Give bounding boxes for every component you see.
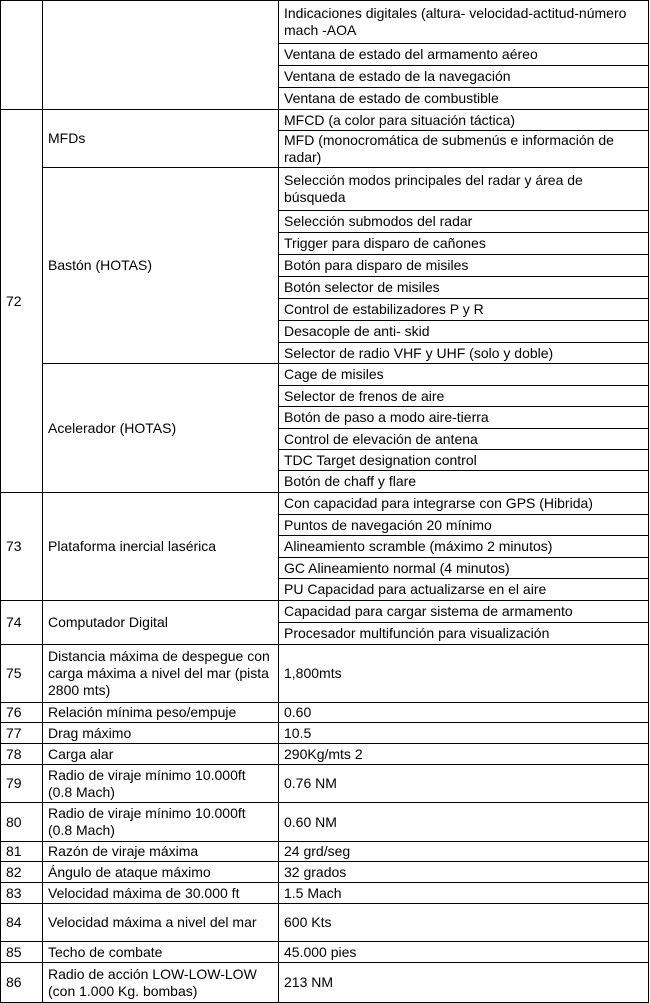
table-row: [1, 942, 649, 963]
value-cell: 0.60: [279, 703, 649, 723]
item-name-cell: Bastón (HOTAS): [43, 168, 279, 364]
spec-cell: Botón de chaff y flare: [279, 471, 649, 493]
item-number-cell: 85: [1, 942, 43, 963]
item-number-cell: 82: [1, 862, 43, 883]
item-name-cell: Acelerador (HOTAS): [43, 364, 279, 493]
table-row: [1, 364, 649, 386]
item-name-cell: [43, 1, 279, 110]
spec-cell: Trigger para disparo de cañones: [279, 233, 649, 255]
spec-cell: Con capacidad para integrarse con GPS (Hibrida): [279, 493, 649, 515]
item-number-cell: 72: [1, 110, 43, 493]
spec-cell: Control de estabilizadores P y R: [279, 299, 649, 321]
item-number-cell: [1, 1, 43, 110]
value-cell: 45.000 pies: [279, 942, 649, 963]
item-name-cell: Techo de combate: [43, 942, 279, 963]
spec-cell: MFCD (a color para situación táctica): [279, 110, 649, 131]
spec-cell: MFD (monocromática de submenús e información de radar): [279, 131, 649, 168]
value-cell: 32 grados: [279, 862, 649, 883]
table-row: [1, 493, 649, 515]
table-row: [1, 601, 649, 623]
table-row: [1, 168, 649, 211]
item-name-cell: Distancia máxima de despegue con carga máxima a nivel del mar (pista 2800 mts): [43, 645, 279, 703]
spec-cell: Selector de radio VHF y UHF (solo y doble): [279, 343, 649, 364]
spec-cell: Procesador multifunción para visualización: [279, 623, 649, 645]
value-cell: 290Kg/mts 2: [279, 744, 649, 765]
item-name-cell: Ángulo de ataque máximo: [43, 862, 279, 883]
table-row: [1, 904, 649, 942]
table-row: [1, 703, 649, 723]
item-number-cell: 84: [1, 904, 43, 942]
table-row: [1, 803, 649, 842]
spec-cell: Cage de misiles: [279, 364, 649, 386]
item-name-cell: Radio de acción LOW-LOW-LOW (con 1.000 Kg. bombas): [43, 963, 279, 1003]
item-number-cell: 77: [1, 723, 43, 744]
spec-cell: Puntos de navegación 20 mínimo: [279, 515, 649, 536]
table-row: [1, 842, 649, 862]
item-number-cell: 79: [1, 765, 43, 803]
spec-cell: Botón de paso a modo aire-tierra: [279, 407, 649, 429]
item-name-cell: Plataforma inercial lasérica: [43, 493, 279, 601]
table-row: [1, 1, 649, 44]
value-cell: 213 NM: [279, 963, 649, 1003]
table-row: [1, 723, 649, 744]
item-name-cell: Relación mínima peso/empuje: [43, 703, 279, 723]
spec-cell: GC Alineamiento normal (4 minutos): [279, 558, 649, 579]
value-cell: 24 grd/seg: [279, 842, 649, 862]
item-number-cell: 75: [1, 645, 43, 703]
spec-cell: Selección submodos del radar: [279, 211, 649, 233]
item-number-cell: 86: [1, 963, 43, 1003]
item-name-cell: Radio de viraje mínimo 10.000ft (0.8 Mach): [43, 765, 279, 803]
table-row: [1, 110, 649, 131]
table-row: [1, 963, 649, 1003]
item-number-cell: 78: [1, 744, 43, 765]
spec-cell: Control de elevación de antena: [279, 429, 649, 450]
spec-cell: Selección modos principales del radar y área de búsqueda: [279, 168, 649, 211]
item-number-cell: 80: [1, 803, 43, 842]
item-name-cell: Radio de viraje mínimo 10.000ft (0.8 Mach): [43, 803, 279, 842]
spec-cell: Ventana de estado de la navegación: [279, 66, 649, 88]
item-number-cell: 76: [1, 703, 43, 723]
spec-cell: Ventana de estado de combustible: [279, 88, 649, 110]
spec-cell: Desacople de anti- skid: [279, 321, 649, 343]
spec-cell: Selector de frenos de aire: [279, 386, 649, 407]
value-cell: 10.5: [279, 723, 649, 744]
table-row: [1, 765, 649, 803]
item-name-cell: Computador Digital: [43, 601, 279, 645]
spec-cell: Capacidad para cargar sistema de armamento: [279, 601, 649, 623]
item-number-cell: 73: [1, 493, 43, 601]
item-name-cell: Velocidad máxima de 30.000 ft: [43, 883, 279, 904]
table-row: [1, 645, 649, 703]
item-number-cell: 83: [1, 883, 43, 904]
spec-cell: TDC Target designation control: [279, 450, 649, 471]
value-cell: 1.5 Mach: [279, 883, 649, 904]
item-name-cell: Carga alar: [43, 744, 279, 765]
spec-cell: Alineamiento scramble (máximo 2 minutos): [279, 536, 649, 558]
table-row: [1, 744, 649, 765]
item-name-cell: Drag máximo: [43, 723, 279, 744]
value-cell: 600 Kts: [279, 904, 649, 942]
item-number-cell: 81: [1, 842, 43, 862]
spec-cell: Ventana de estado del armamento aéreo: [279, 44, 649, 66]
spec-cell: PU Capacidad para actualizarse en el aire: [279, 579, 649, 601]
item-name-cell: Velocidad máxima a nivel del mar: [43, 904, 279, 942]
value-cell: 1,800mts: [279, 645, 649, 703]
item-name-cell: Razón de viraje máxima: [43, 842, 279, 862]
item-name-cell: MFDs: [43, 110, 279, 168]
table-row: [1, 862, 649, 883]
table-row: [1, 883, 649, 904]
spec-cell: Indicaciones digitales (altura- velocidad-actitud-número mach -AOA: [279, 1, 649, 44]
item-number-cell: 74: [1, 601, 43, 645]
value-cell: 0.60 NM: [279, 803, 649, 842]
value-cell: 0.76 NM: [279, 765, 649, 803]
spec-cell: Botón para disparo de misiles: [279, 255, 649, 277]
spec-cell: Botón selector de misiles: [279, 277, 649, 299]
